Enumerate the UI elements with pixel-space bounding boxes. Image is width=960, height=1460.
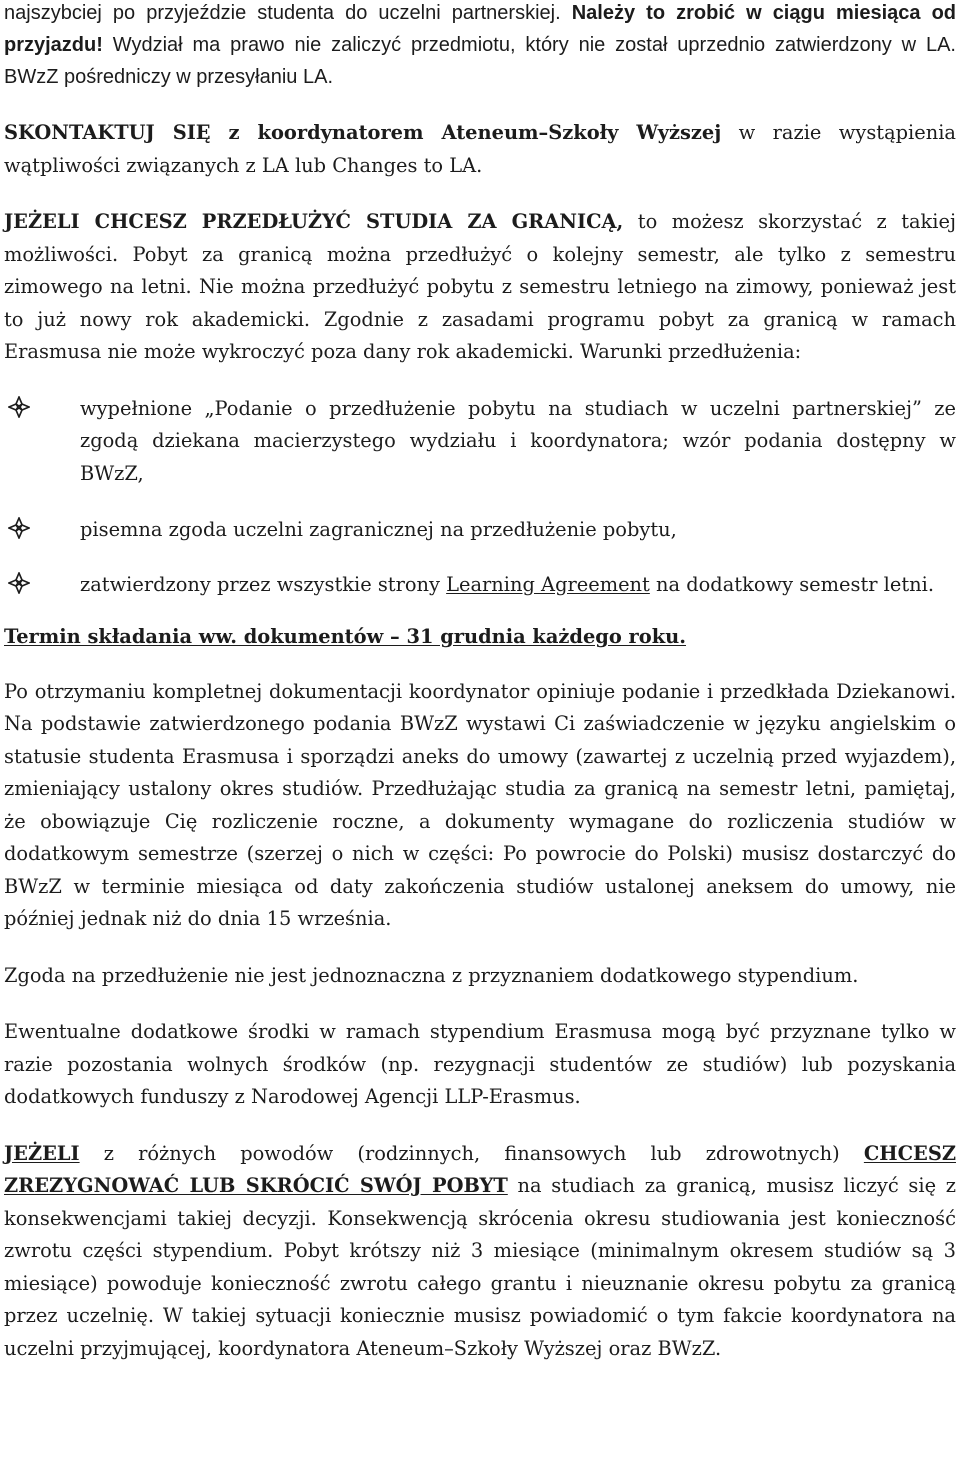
item3-text-rest: na dodatkowy semestr letni. (649, 572, 934, 596)
paragraph-after-documents: Po otrzymaniu kompletnej dokumentacji koordynator opiniuje podanie i przedkłada Dziekanowi. Na podstawie zatwierdzonego podania BWzZ wystawi Ci zaświadczenie w języku angielskim o statusie studenta Erasmusa i sporządzi aneks do umowy (zawartej z uczelnią przed wyjazdem), zmieniający ustalony okres studiów. Przedłużając studia za granicą na semestr letni, pamiętaj, że obowiązuje Cię rozliczenie roczne, a dokumenty wymagane do rozliczenia studiów w dodatkowym semestrze (szerzej o nich w części: Po powrocie do Polski) musisz dostarczyć do BWzZ w terminie miesiąca od daty zakończenia studiów ustalonej aneksem do umowy, nie później jednak niż do dnia 15 września. (4, 679, 956, 930)
learning-agreement-term: Learning Agreement (446, 572, 650, 596)
paragraph-learning-agreement (4, 0, 956, 93)
contact-text: w razie wystąpienia wątpliwości związanych z LA lub Changes to LA. (4, 121, 956, 177)
list-item (4, 393, 956, 491)
paragraph-extend-studies (4, 206, 956, 369)
intro-text: najszybciej po przyjeździe studenta do uczelni partnerskiej. (4, 2, 572, 24)
resign-heading-b: CHCESZ ZREZYGNOWAĆ LUB SKRÓCIĆ SWÓJ POBYT (4, 1141, 956, 1197)
paragraph-contact (4, 117, 956, 182)
extend-heading: JEŻELI CHCESZ PRZEDŁUŻYĆ STUDIA ZA GRANICĄ, (4, 210, 624, 233)
resign-heading-a: JEŻELI (4, 1141, 80, 1165)
paragraph-scholarship-note: Zgoda na przedłużenie nie jest jednoznaczna z przyznaniem dodatkowego stypendium. (4, 963, 859, 987)
intro-text-rest: Wydział ma prawo nie zaliczyć przedmiotu, który nie został uprzednio zatwierdzony w LA. BWzZ pośredniczy w przesyłaniu LA. (4, 34, 956, 88)
extension-conditions-list (4, 393, 956, 602)
list-item-text: wypełnione „Podanie o przedłużenie pobytu na studiach w uczelni partnerskiej” ze zgodą dziekana macierzystego wydziału i koordynatora; wzór podania dostępny w BWzZ, (80, 396, 956, 485)
contact-heading: SKONTAKTUJ SIĘ z koordynatorem Ateneum–Szkoły Wyższej (4, 121, 722, 144)
resign-text-a: z różnych powodów (rodzinnych, finansowych lub zdrowotnych) (79, 1141, 864, 1165)
diamond-bullet-icon (8, 517, 30, 539)
item3-text: zatwierdzony przez wszystkie strony (80, 572, 447, 596)
extend-text: to możesz skorzystać z takiej możliwości. Pobyt za granicą można przedłużyć o kolejny semestr, ale tylko z semestru zimowego na letni. Nie można przedłużyć pobytu z semestru letniego na zimowy, ponieważ jest to już nowy rok akademicki. Zgodnie z zasadami programu pobyt za granicą w ramach Erasmusa nie może wykroczyć poza dany rok akademicki. Warunki przedłużenia: (4, 210, 956, 363)
diamond-bullet-icon (8, 572, 30, 594)
list-item-text (80, 569, 956, 602)
diamond-bullet-icon (8, 396, 30, 418)
paragraph-extra-funds: Ewentualne dodatkowe środki w ramach stypendium Erasmusa mogą być przyznane tylko w razie pozostania wolnych środków (np. rezygnacji studentów ze studiów) lub pozyskania dodatkowych funduszy z Narodowej Agencji LLP-Erasmus. (4, 1020, 956, 1108)
intro-emphasis: Należy to zrobić w ciągu miesiąca od przyjazdu! (4, 2, 956, 56)
list-item (4, 569, 956, 602)
paragraph-resign-shorten (4, 1138, 956, 1366)
deadline-notice: Termin składania ww. dokumentów – 31 grudnia każdego roku. (4, 625, 686, 648)
resign-text-b: na studiach za granicą, musisz liczyć się z konsekwencjami takiej decyzji. Konsekwencją skrócenia okresu studiowania jest konieczność zwrotu części stypendium. Pobyt krótszy niż 3 miesiące (minimalnym okresem studiów są 3 miesiące) powoduje konieczność zwrotu całego grantu i nieuznanie okresu pobytu za granicą przez uczelnię. W takiej sytuacji koniecznie musisz powiadomić o tym fakcie koordynatora na uczelni przyjmującej, koordynatora Ateneum–Szkoły Wyższej oraz BWzZ. (4, 1174, 956, 1360)
list-item-text: pisemna zgoda uczelni zagranicznej na przedłużenie pobytu, (80, 518, 677, 541)
list-item (4, 514, 956, 547)
